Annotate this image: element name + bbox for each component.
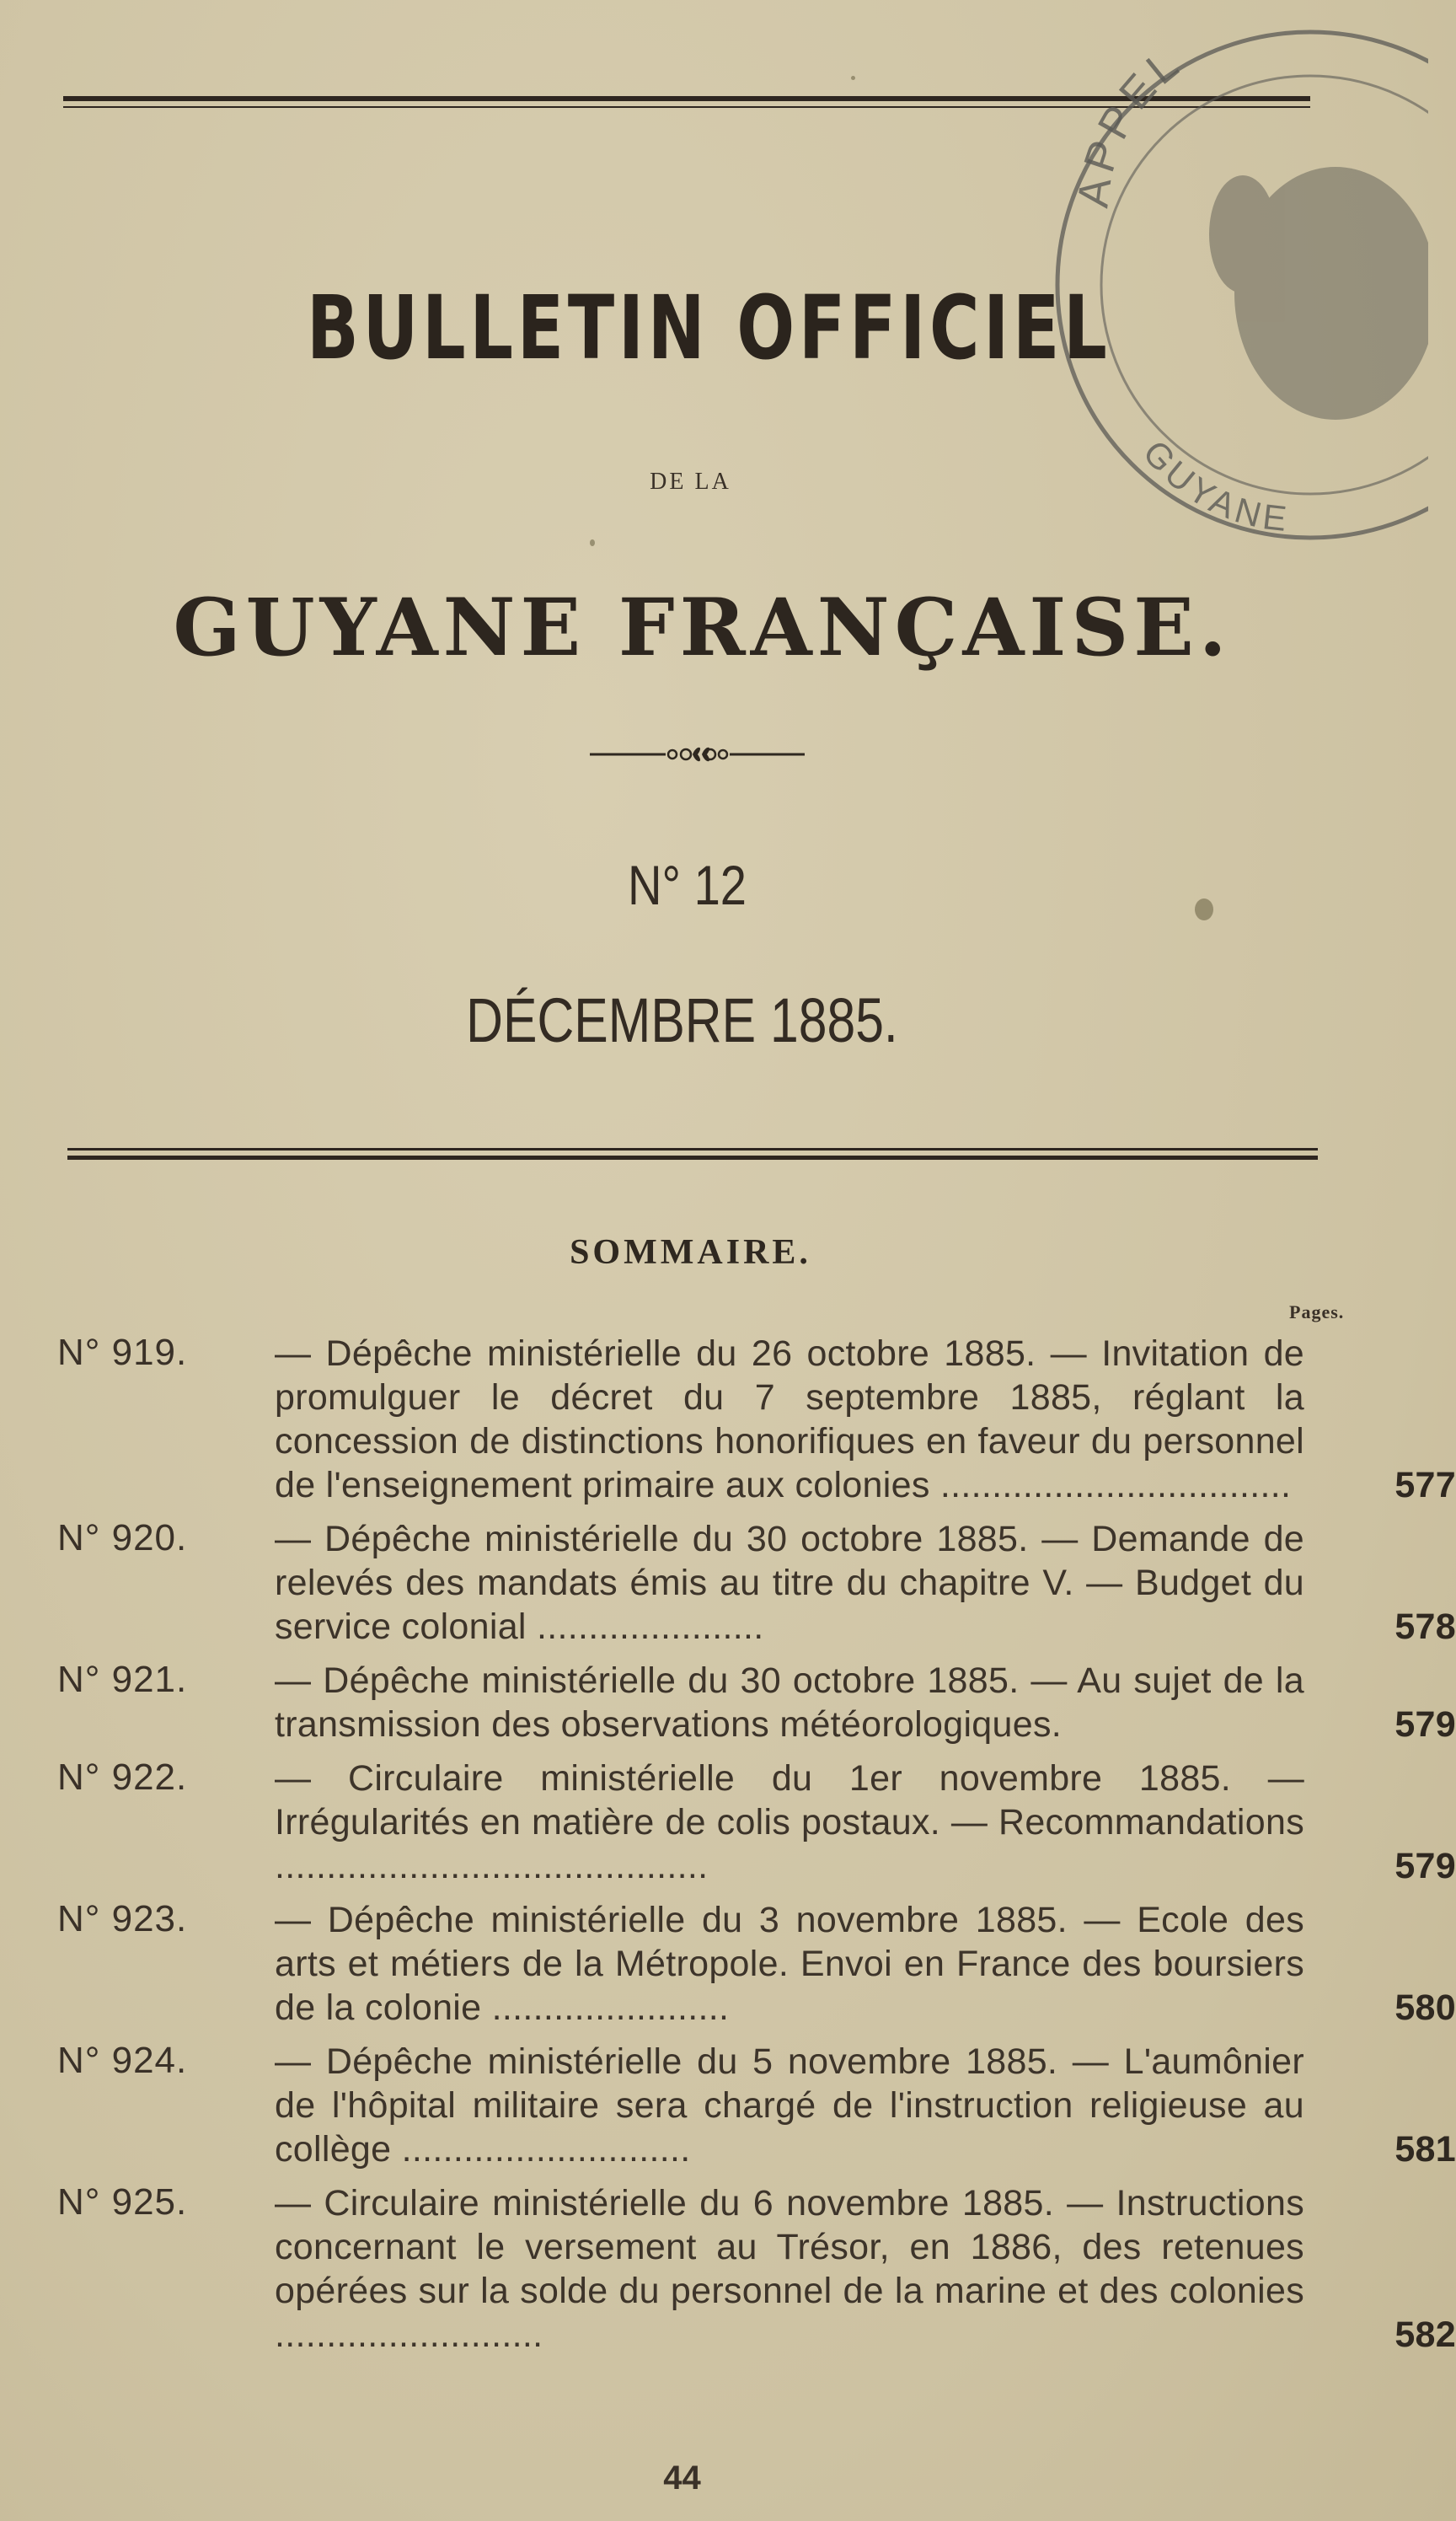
toc-entry bbox=[57, 2040, 1456, 2171]
bulletin-title: BULLETIN OFFICIEL bbox=[306, 276, 1111, 379]
entry-page-number: 580 bbox=[1394, 1987, 1456, 2028]
toc-entry bbox=[57, 1517, 1456, 1649]
pages-column-label: Pages. bbox=[1289, 1301, 1345, 1322]
entry-number: N° 924. bbox=[57, 2040, 188, 2081]
leader-dots: .................................. bbox=[929, 1465, 1292, 1505]
ornament-divider bbox=[590, 742, 805, 767]
toc-entry bbox=[57, 1659, 1456, 1746]
leader-dots: .......................... bbox=[275, 2314, 543, 2355]
leader-dots: .......................................... bbox=[275, 1846, 709, 1886]
sommaire-heading: SOMMAIRE. bbox=[570, 1233, 811, 1272]
stamp-bottom-text: GUYANE bbox=[1135, 432, 1293, 539]
entry-page-number: 577 bbox=[1394, 1465, 1456, 1505]
paper-blemish bbox=[1195, 898, 1213, 920]
entry-number: N° 923. bbox=[57, 1898, 188, 1939]
signature-mark: 44 bbox=[663, 2459, 701, 2497]
toc-entry bbox=[57, 1332, 1456, 1507]
entry-text: — Circulaire ministérielle du 6 novembre 1885. — Instructions concernant le versement au Trésor, en 1886, des retenues opérées sur la solde du personnel de la marine et des colonies bbox=[275, 2183, 1304, 2311]
entry-page-number: 579 bbox=[1394, 1846, 1456, 1886]
entry-text: — Dépêche ministérielle du 3 novembre 1885. — Ecole des arts et métiers de la Métropole. Envoi en France des boursiers de la colonie bbox=[275, 1900, 1304, 2028]
entry-number: N° 920. bbox=[57, 1517, 188, 1558]
svg-text:APPEL bbox=[1068, 38, 1191, 211]
entry-text: — Dépêche ministérielle du 26 octobre 1885. — Invitation de promulguer le décret du 7 septembre 1885, réglant la concession de distinctions honorifiques en faveur du personnel de l'enseignement primaire aux colonies bbox=[275, 1333, 1304, 1505]
entry-page-number: 578 bbox=[1394, 1606, 1456, 1647]
issue-date: DÉCEMBRE 1885. bbox=[466, 985, 898, 1055]
stamp-top-text: APPEL bbox=[1068, 37, 1191, 211]
guyane-title: GUYANE FRANÇAISE. bbox=[173, 582, 1232, 674]
paper-blemish bbox=[851, 76, 855, 80]
entry-page-number: 582 bbox=[1394, 2314, 1456, 2355]
entry-page-number: 579 bbox=[1394, 1704, 1456, 1745]
toc-entry bbox=[57, 1898, 1456, 2030]
entry-number: N° 925. bbox=[57, 2181, 188, 2223]
toc-entry bbox=[57, 1757, 1456, 1888]
title-connector: DE LA bbox=[650, 469, 731, 495]
leader-dots: ...................... bbox=[526, 1606, 764, 1647]
entry-page-number: 581 bbox=[1394, 2129, 1456, 2170]
middle-double-rule bbox=[67, 1148, 1318, 1160]
toc-entry bbox=[57, 2181, 1456, 2357]
leader-dots: ............................ bbox=[391, 2129, 691, 2170]
entry-text: — Dépêche ministérielle du 30 octobre 1885. — Demande de relevés des mandats émis au titre du chapitre V. — Budget du service colonial bbox=[275, 1519, 1304, 1647]
paper-blemish bbox=[590, 539, 595, 546]
entry-text: — Dépêche ministérielle du 30 octobre 1885. — Au sujet de la transmission des observations météorologiques. bbox=[275, 1660, 1304, 1745]
table-of-contents bbox=[57, 1332, 1456, 2367]
leader-dots: ....................... bbox=[481, 1987, 730, 2028]
entry-text: — Dépêche ministérielle du 5 novembre 1885. — L'aumônier de l'hôpital militaire sera chargé de l'instruction religieuse au collège bbox=[275, 2041, 1304, 2170]
entry-number: N° 921. bbox=[57, 1659, 188, 1700]
entry-text: — Circulaire ministérielle du 1er novembre 1885. — Irrégularités en matière de colis postaux. — Recommandations bbox=[275, 1758, 1304, 1842]
entry-number: N° 922. bbox=[57, 1757, 188, 1798]
entry-number: N° 919. bbox=[57, 1332, 188, 1373]
issue-number: N° 12 bbox=[628, 854, 747, 916]
